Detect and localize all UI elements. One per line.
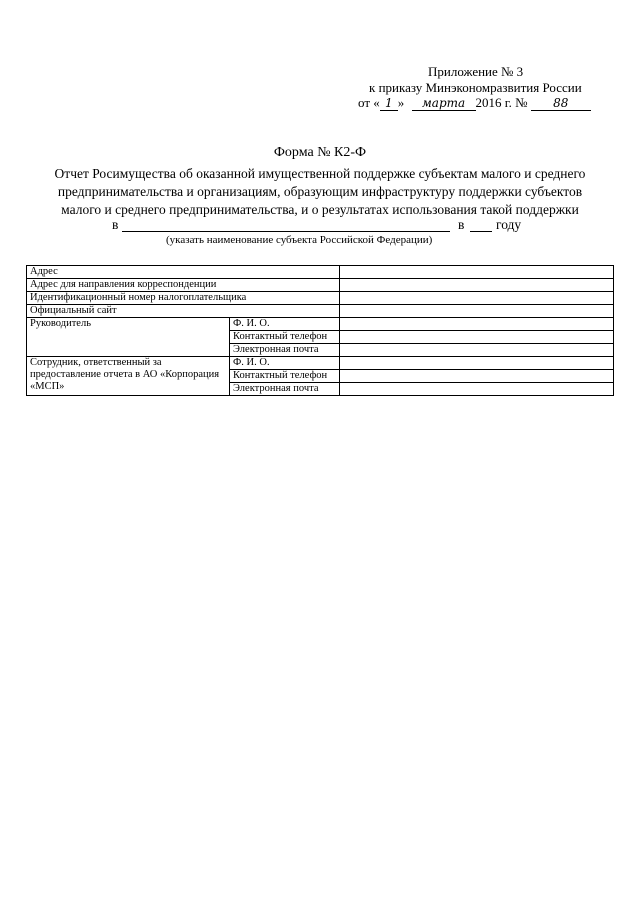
form-title: Форма № К2-Ф xyxy=(273,145,367,160)
year-word: году xyxy=(496,217,522,232)
year-underline xyxy=(470,231,492,232)
region-underline xyxy=(122,231,450,232)
responsible-label: Сотрудник, ответственный за предоставление отчета в АО «Корпорация «МСП» xyxy=(27,357,230,396)
date-day-handwritten: 1 xyxy=(380,97,398,111)
report-heading xyxy=(0,165,640,219)
year-prefix: в xyxy=(458,217,465,232)
mail-address-value[interactable] xyxy=(340,279,614,292)
website-value[interactable] xyxy=(340,305,614,318)
mail-address-label: Адрес для направления корреспонденции xyxy=(27,279,340,292)
head-phone-value[interactable] xyxy=(340,331,614,344)
order-number-handwritten: 88 xyxy=(531,97,591,111)
region-hint: (указать наименование субъекта Российской Федерации) xyxy=(166,234,433,246)
report-heading-line1: Отчет Росимущества об оказанной имущественной поддержке субъектам малого и среднего xyxy=(54,166,586,181)
resp-fio-label: Ф. И. О. xyxy=(230,357,340,370)
inn-value[interactable] xyxy=(340,292,614,305)
resp-phone-value[interactable] xyxy=(340,370,614,383)
date-year-number-label: 2016 г. № xyxy=(475,95,528,110)
region-prefix: в xyxy=(112,217,119,232)
resp-email-value[interactable] xyxy=(340,383,614,396)
appendix-date-line xyxy=(358,95,591,111)
organization-info-table xyxy=(26,265,614,396)
date-day-close: » xyxy=(397,95,405,110)
table-row-website xyxy=(27,305,614,318)
address-value[interactable] xyxy=(340,266,614,279)
head-label: Руководитель xyxy=(27,318,230,357)
table-row-inn xyxy=(27,292,614,305)
table-row-mail-address xyxy=(27,279,614,292)
table-row-address xyxy=(27,266,614,279)
website-label: Официальный сайт xyxy=(27,305,340,318)
resp-email-label: Электронная почта xyxy=(230,383,340,396)
address-label: Адрес xyxy=(27,266,340,279)
table-row-head-fio xyxy=(27,318,614,331)
appendix-order-ref: к приказу Минэкономразвития России xyxy=(369,80,582,95)
report-heading-line3: малого и среднего предпринимательства, и о результатах использования такой поддержки xyxy=(61,202,579,217)
resp-fio-value[interactable] xyxy=(340,357,614,370)
head-email-label: Электронная почта xyxy=(230,344,340,357)
table-row-resp-fio xyxy=(27,357,614,370)
date-prefix: от « xyxy=(358,95,380,110)
date-month-handwritten: марта xyxy=(412,97,476,111)
head-email-value[interactable] xyxy=(340,344,614,357)
head-fio-value[interactable] xyxy=(340,318,614,331)
head-fio-label: Ф. И. О. xyxy=(230,318,340,331)
head-phone-label: Контактный телефон xyxy=(230,331,340,344)
resp-phone-label: Контактный телефон xyxy=(230,370,340,383)
appendix-number: Приложение № 3 xyxy=(428,64,524,79)
report-heading-line2: предпринимательства и организациям, образующим инфраструктуру поддержки субъектов xyxy=(57,184,583,199)
inn-label: Идентификационный номер налогоплательщика xyxy=(27,292,340,305)
